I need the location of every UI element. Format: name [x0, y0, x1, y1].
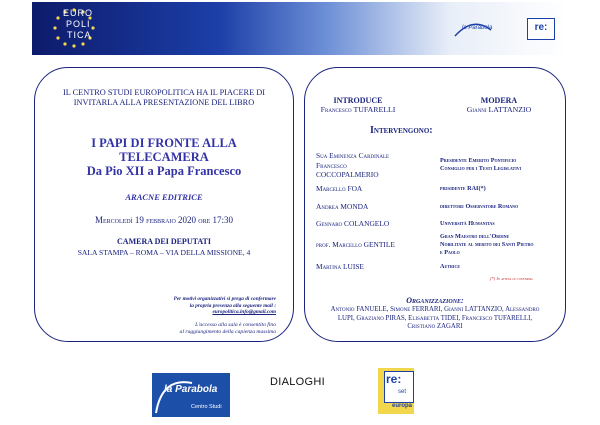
organization-heading: Organizzazione:	[406, 296, 464, 305]
intervengono-heading: Intervengono:	[370, 125, 433, 136]
rsvp-note: Per motivi organizzativi si prega di confermare la propria presenza alla seguente mail : europolitica.info@gmail.com	[40, 296, 276, 316]
pending-confirmation-note: (*) In attesa di conferma	[490, 276, 533, 281]
speaker-role: presidente RAI(*)	[440, 185, 486, 192]
book-title: I PAPI DI FRONTE ALLA TELECAMERA Da Pio XII a Papa Francesco	[86, 136, 242, 178]
introduce-label: INTRODUCE	[333, 96, 383, 105]
eu-logo-text-3: TICA	[67, 30, 92, 40]
centro-studi-text: Centro Studi	[191, 404, 222, 410]
speaker-role: direttore Osservatore Romano	[440, 203, 519, 210]
access-note: L'accesso alla sala è consentito fino al raggiungimento della capienza massima	[179, 322, 276, 335]
modera-label: MODERA	[480, 96, 518, 105]
eu-logo-text-2: POLI	[66, 19, 91, 29]
speaker-name: Martina LUISE	[316, 262, 364, 271]
reset-re-text: re:	[386, 372, 402, 386]
intro-text: IL CENTRO STUDI EUROPOLITICA HA IL PIACERE DI INVITARLA ALLA PRESENTAZIONE DEL LIBRO	[63, 88, 265, 107]
eu-logo-text-1: EURO	[63, 8, 94, 18]
event-date: Mercoledì 19 febbraio 2020 ore 17:30	[94, 215, 234, 225]
rsvp-email-link[interactable]: europolitica.info@gmail.com	[212, 309, 276, 315]
reset-europa-text: europa	[392, 403, 413, 409]
speaker-name: Andrea MONDA	[316, 202, 369, 211]
speaker-role: Gran Maestro dell'Ordine Nobilitate al merito dei Santi Pietro e Paolo	[440, 233, 534, 256]
speaker-name: prof. Marcello GENTILE	[316, 240, 395, 249]
speaker-role: Università Humanitas	[440, 220, 495, 227]
parabola-curve-icon	[152, 373, 230, 417]
reset-logo-small: re:	[527, 18, 555, 40]
modera-name: Gianni LATTANZIO	[466, 105, 532, 114]
la-parabola-small-text: la Parabola	[462, 25, 493, 31]
venue: CAMERA DEI DEPUTATI	[117, 237, 211, 246]
speaker-name: Gennaro COLANGELO	[316, 219, 390, 228]
speaker-role: Autrice	[440, 263, 461, 270]
organization-names: Antonio FANUELE, Simone FERRARI, Gianni LATTANZIO, Alessandro LUPI, Graziano PIRAS, Elisabetta TIDEI, Francesco TUFARELLI, Cristiano ZAGARI	[330, 306, 540, 331]
la-parabola-text: la Parabola	[164, 384, 218, 395]
introduce-name: Francesco TUFARELLI	[320, 105, 396, 114]
speaker-name: Marcello FOA	[316, 184, 363, 193]
speaker-role: Presidente Emerito Pontificio Consiglio per i Testi Legislativi	[440, 157, 522, 172]
dialoghi-label: DIALOGHI	[270, 376, 325, 388]
la-parabola-logo	[152, 373, 230, 417]
speaker-name: Sua Eminenza Cardinale Francesco COCCOPALMERIO	[316, 151, 390, 180]
address: SALA STAMPA – ROMA – VIA DELLA MISSIONE, 4	[77, 248, 251, 257]
reset-set-text: set	[398, 389, 407, 395]
publisher: ARACNE EDITRICE	[125, 192, 203, 202]
